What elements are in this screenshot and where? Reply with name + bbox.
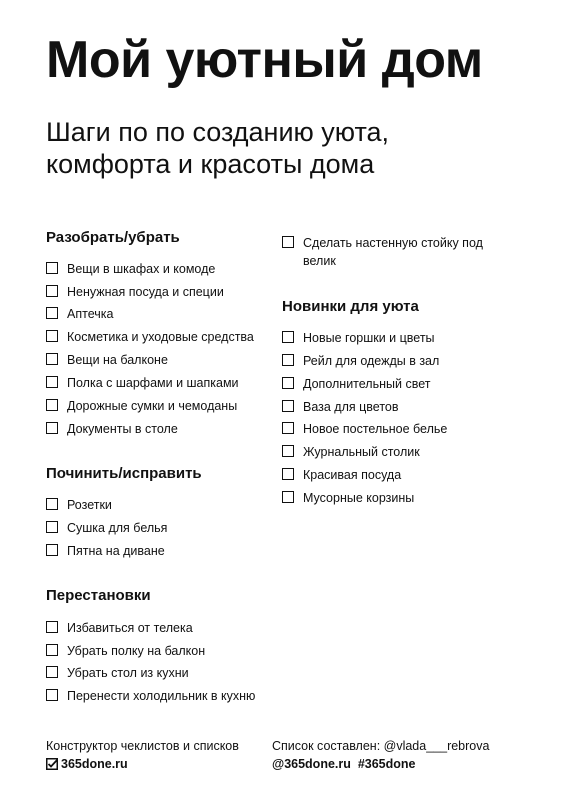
checkbox[interactable] bbox=[282, 400, 294, 412]
section-title-declutter: Разобрать/убрать bbox=[46, 229, 180, 246]
checkbox[interactable] bbox=[46, 521, 58, 533]
footer-left bbox=[46, 737, 239, 773]
section-title-rearrange: Перестановки bbox=[46, 587, 151, 604]
checkbox[interactable] bbox=[282, 468, 294, 480]
list-item bbox=[46, 283, 224, 301]
item-label: Новые горшки и цветы bbox=[303, 331, 435, 345]
item-label: Вещи на балконе bbox=[67, 353, 168, 367]
footer-brand-link[interactable] bbox=[46, 755, 239, 773]
item-label: Дополнительный свет bbox=[303, 377, 431, 391]
list-item bbox=[46, 328, 254, 346]
list-item bbox=[282, 329, 435, 347]
list-item bbox=[282, 352, 439, 370]
item-label: Красивая посуда bbox=[303, 468, 402, 482]
list-item bbox=[282, 375, 430, 393]
checkbox[interactable] bbox=[46, 285, 58, 297]
list-item bbox=[46, 420, 178, 438]
checkbox[interactable] bbox=[282, 236, 294, 248]
section-title-new-items: Новинки для уюта bbox=[282, 298, 419, 315]
checkbox[interactable] bbox=[46, 353, 58, 365]
footer-right bbox=[272, 737, 489, 773]
item-label: Документы в столе bbox=[67, 422, 178, 436]
checkbox[interactable] bbox=[46, 376, 58, 388]
checkbox[interactable] bbox=[46, 498, 58, 510]
footer-tags[interactable]: @365done.ru #365done bbox=[272, 757, 416, 771]
item-label: Избавиться от телека bbox=[67, 621, 193, 635]
list-item bbox=[46, 664, 189, 682]
list-item bbox=[282, 398, 399, 416]
checkbox[interactable] bbox=[282, 422, 294, 434]
list-item bbox=[46, 619, 193, 637]
list-item bbox=[282, 420, 447, 438]
list-item bbox=[282, 234, 513, 270]
checkbox[interactable] bbox=[46, 307, 58, 319]
item-label: Косметика и уходовые средства bbox=[67, 330, 254, 344]
item-label: Сушка для белья bbox=[67, 521, 168, 535]
list-item bbox=[46, 496, 112, 514]
item-label: Новое постельное белье bbox=[303, 422, 448, 436]
list-item bbox=[46, 542, 165, 560]
section-title-repair: Починить/исправить bbox=[46, 465, 202, 482]
list-item bbox=[46, 642, 205, 660]
item-label: Розетки bbox=[67, 498, 112, 512]
item-label: Мусорные корзины bbox=[303, 491, 415, 505]
item-label: Аптечка bbox=[67, 307, 114, 321]
checkbox[interactable] bbox=[282, 491, 294, 503]
checkbox[interactable] bbox=[46, 621, 58, 633]
checkbox[interactable] bbox=[46, 330, 58, 342]
checkbox[interactable] bbox=[282, 377, 294, 389]
checkbox[interactable] bbox=[46, 544, 58, 556]
item-label: Убрать полку на балкон bbox=[67, 644, 206, 658]
checkbox[interactable] bbox=[46, 689, 58, 701]
footer-author-text: Список составлен: @vlada___rebrova bbox=[272, 739, 490, 753]
list-item bbox=[282, 443, 420, 461]
checkbox[interactable] bbox=[282, 331, 294, 343]
checkbox[interactable] bbox=[46, 644, 58, 656]
list-item bbox=[46, 374, 239, 392]
footer-constructor-text: Конструктор чеклистов и списков bbox=[46, 739, 239, 753]
page-subtitle bbox=[46, 116, 526, 180]
item-label: Полка с шарфами и шапками bbox=[67, 376, 239, 390]
list-item bbox=[46, 687, 255, 705]
checkmark-icon bbox=[46, 758, 58, 770]
page-title: Мой уютный дом bbox=[46, 31, 483, 89]
item-label: Сделать настенную стойку под велик bbox=[303, 236, 483, 268]
list-item bbox=[46, 397, 237, 415]
item-label: Ваза для цветов bbox=[303, 400, 399, 414]
item-label: Дорожные сумки и чемоданы bbox=[67, 399, 238, 413]
item-label: Убрать стол из кухни bbox=[67, 666, 189, 680]
checkbox[interactable] bbox=[282, 354, 294, 366]
list-item bbox=[282, 489, 414, 507]
list-item bbox=[46, 260, 215, 278]
item-label: Рейл для одежды в зал bbox=[303, 354, 440, 368]
item-label: Вещи в шкафах и комоде bbox=[67, 262, 216, 276]
checkbox[interactable] bbox=[46, 399, 58, 411]
item-label: Ненужная посуда и специи bbox=[67, 285, 224, 299]
footer-brand-text: 365done.ru bbox=[61, 757, 128, 771]
subtitle-line-2: комфорта и красоты дома bbox=[46, 149, 375, 179]
list-item bbox=[46, 351, 168, 369]
item-label: Журнальный столик bbox=[303, 445, 420, 459]
checkbox[interactable] bbox=[282, 445, 294, 457]
checkbox[interactable] bbox=[46, 666, 58, 678]
checkbox[interactable] bbox=[46, 262, 58, 274]
list-item bbox=[282, 466, 401, 484]
subtitle-line-1: Шаги по по созданию уюта, bbox=[46, 117, 390, 147]
list-item bbox=[46, 305, 113, 323]
list-item bbox=[46, 519, 167, 537]
item-label: Пятна на диване bbox=[67, 544, 165, 558]
checkbox[interactable] bbox=[46, 422, 58, 434]
item-label: Перенести холодильник в кухню bbox=[67, 689, 256, 703]
